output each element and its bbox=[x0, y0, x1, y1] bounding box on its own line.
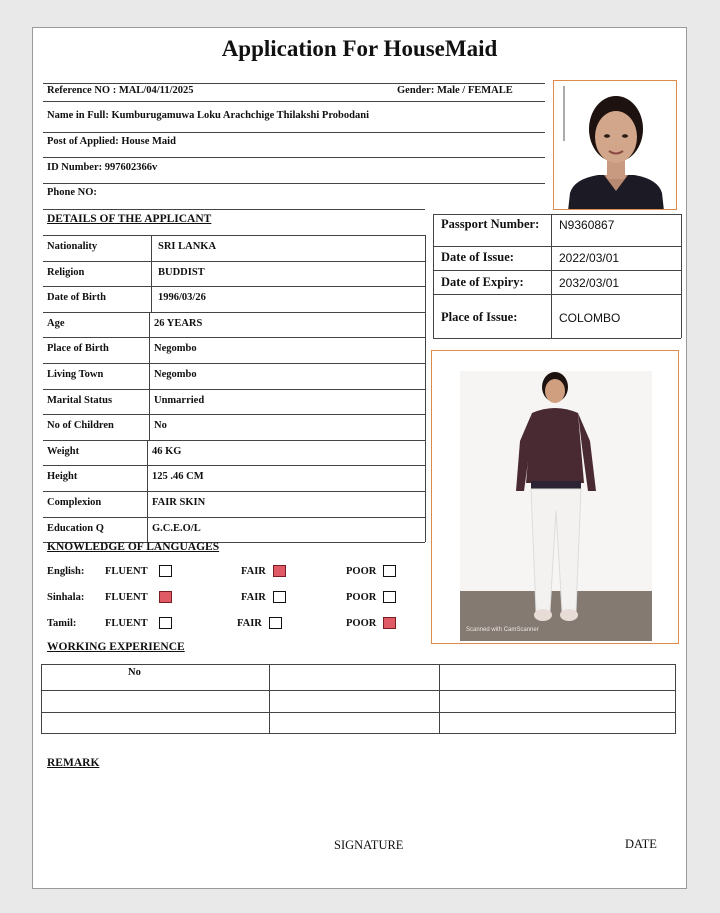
detail-label: Complexion bbox=[47, 497, 102, 508]
detail-value: FAIR SKIN bbox=[152, 497, 206, 508]
detail-value: Unmarried bbox=[154, 394, 205, 406]
date-label: DATE bbox=[625, 837, 657, 851]
application-form bbox=[32, 27, 687, 889]
fluent-checkbox[interactable] bbox=[159, 617, 172, 629]
issue-date: 2022/03/01 bbox=[559, 251, 620, 265]
divider bbox=[433, 246, 681, 247]
divider bbox=[43, 363, 425, 364]
divider bbox=[425, 363, 426, 389]
divider bbox=[43, 101, 545, 102]
detail-value: 46 KG bbox=[152, 445, 182, 457]
divider bbox=[433, 214, 434, 308]
divider bbox=[43, 465, 425, 466]
divider bbox=[43, 389, 425, 390]
divider bbox=[675, 664, 676, 734]
poor-checkbox[interactable] bbox=[383, 565, 396, 577]
detail-label: Place of Birth bbox=[47, 343, 109, 355]
divider bbox=[149, 389, 150, 415]
divider bbox=[433, 294, 681, 295]
photo-watermark: Scanned with CamScanner bbox=[466, 627, 539, 633]
expiry-date: 2032/03/01 bbox=[559, 276, 620, 290]
divider bbox=[433, 270, 681, 271]
fluent-checkbox[interactable] bbox=[159, 565, 172, 577]
divider bbox=[425, 389, 426, 415]
applicant-full-photo bbox=[431, 350, 679, 644]
divider bbox=[41, 733, 675, 734]
fluent-label: FLUENT bbox=[105, 592, 148, 603]
detail-label: Date of Birth bbox=[47, 292, 106, 304]
divider bbox=[439, 664, 440, 734]
divider bbox=[43, 517, 425, 518]
divider bbox=[43, 414, 425, 415]
detail-label: Nationality bbox=[47, 241, 98, 252]
detail-label: Religion bbox=[47, 266, 85, 278]
divider bbox=[425, 414, 426, 440]
divider bbox=[149, 414, 150, 440]
divider bbox=[681, 308, 682, 338]
detail-label: No of Children bbox=[47, 420, 114, 432]
divider bbox=[551, 308, 552, 338]
details-heading: DETAILS OF THE APPLICANT bbox=[47, 213, 212, 225]
fair-label: FAIR bbox=[241, 592, 266, 603]
phone-number: Phone NO: bbox=[47, 187, 97, 198]
gender: Gender: Male / FEMALE bbox=[397, 85, 513, 96]
language-name: Tamil: bbox=[47, 618, 77, 629]
divider bbox=[43, 312, 425, 313]
divider bbox=[43, 261, 425, 262]
divider bbox=[149, 312, 150, 338]
place-of-issue-label: Place of Issue: bbox=[441, 310, 518, 324]
detail-value: Negombo bbox=[154, 343, 197, 355]
applicant-face-photo bbox=[553, 80, 677, 210]
languages-heading: KNOWLEDGE OF LANGUAGES bbox=[47, 541, 220, 553]
id-number: ID Number: 997602366v bbox=[47, 162, 158, 173]
issue-date-label: Date of Issue: bbox=[441, 250, 514, 264]
face-photo-image bbox=[554, 81, 677, 210]
poor-checkbox[interactable] bbox=[383, 591, 396, 603]
divider bbox=[43, 83, 545, 84]
divider bbox=[425, 337, 426, 363]
divider bbox=[43, 440, 425, 441]
place-of-issue-row bbox=[433, 308, 681, 338]
divider bbox=[433, 214, 681, 215]
divider bbox=[425, 235, 426, 261]
detail-value: G.C.E.O/L bbox=[152, 522, 201, 534]
divider bbox=[425, 517, 426, 543]
expiry-date-label: Date of Expiry: bbox=[441, 275, 524, 289]
reference-number: Reference NO : MAL/04/11/2025 bbox=[47, 85, 194, 96]
divider bbox=[41, 664, 675, 665]
divider bbox=[147, 517, 148, 543]
poor-label: POOR bbox=[346, 566, 377, 577]
fluent-checkbox[interactable] bbox=[159, 591, 172, 603]
divider bbox=[151, 235, 152, 261]
signature-label: SIGNATURE bbox=[334, 838, 404, 852]
divider bbox=[43, 235, 425, 236]
fair-checkbox[interactable] bbox=[269, 617, 282, 629]
name-value: Kumburugamuwa Loku Arachchige Thilakshi Probodani bbox=[111, 110, 369, 121]
detail-label: Marital Status bbox=[47, 394, 113, 406]
experience-value: No bbox=[128, 667, 141, 678]
poor-checkbox[interactable] bbox=[383, 617, 396, 629]
detail-value: Negombo bbox=[154, 369, 197, 380]
passport-number: N9360867 bbox=[559, 218, 615, 232]
detail-value: No bbox=[154, 420, 167, 432]
divider bbox=[43, 286, 425, 287]
divider bbox=[269, 664, 270, 734]
remark-heading: REMARK bbox=[47, 757, 100, 769]
poor-label: POOR bbox=[346, 592, 377, 603]
detail-label: Living Town bbox=[47, 369, 104, 380]
divider bbox=[433, 338, 681, 339]
divider bbox=[43, 132, 545, 133]
divider bbox=[43, 157, 545, 158]
divider bbox=[151, 261, 152, 287]
detail-value: BUDDIST bbox=[158, 266, 205, 278]
language-name: Sinhala: bbox=[47, 592, 85, 603]
divider bbox=[147, 465, 148, 491]
detail-label: Height bbox=[47, 471, 78, 483]
fair-checkbox[interactable] bbox=[273, 565, 286, 577]
passport-number-label: Passport Number: bbox=[441, 217, 540, 231]
divider bbox=[147, 440, 148, 466]
divider bbox=[551, 214, 552, 308]
detail-label: Age bbox=[47, 317, 65, 329]
divider bbox=[433, 308, 434, 338]
detail-value: 26 YEARS bbox=[154, 317, 203, 329]
divider bbox=[43, 209, 425, 210]
divider bbox=[41, 664, 42, 734]
fluent-label: FLUENT bbox=[105, 566, 148, 577]
language-name: English: bbox=[47, 566, 85, 577]
fair-checkbox[interactable] bbox=[273, 591, 286, 603]
divider bbox=[425, 261, 426, 287]
divider bbox=[43, 183, 545, 184]
detail-value: 1996/03/26 bbox=[158, 292, 206, 304]
divider bbox=[151, 286, 152, 312]
divider bbox=[681, 214, 682, 308]
name-in-full bbox=[47, 110, 369, 121]
fair-label: FAIR bbox=[237, 618, 262, 629]
divider bbox=[425, 491, 426, 517]
full-photo-image bbox=[432, 351, 679, 644]
form-title: Application For HouseMaid bbox=[221, 36, 498, 61]
experience-heading: WORKING EXPERIENCE bbox=[47, 641, 185, 653]
divider bbox=[41, 712, 675, 713]
divider bbox=[425, 440, 426, 466]
post-applied: Post of Applied: House Maid bbox=[47, 136, 176, 147]
name-label: Name in Full: bbox=[47, 110, 109, 121]
experience-table bbox=[41, 664, 675, 734]
detail-value: SRI LANKA bbox=[158, 241, 217, 252]
divider bbox=[41, 690, 675, 691]
divider bbox=[149, 363, 150, 389]
detail-value: 125 .46 CM bbox=[152, 471, 204, 483]
fair-label: FAIR bbox=[241, 566, 266, 577]
fluent-label: FLUENT bbox=[105, 618, 148, 629]
divider bbox=[425, 286, 426, 312]
divider bbox=[43, 337, 425, 338]
divider bbox=[149, 337, 150, 363]
detail-label: Weight bbox=[47, 445, 80, 457]
detail-label: Education Q bbox=[47, 522, 104, 534]
divider bbox=[147, 491, 148, 517]
passport-table bbox=[433, 214, 681, 308]
divider bbox=[43, 491, 425, 492]
place-of-issue: COLOMBO bbox=[559, 311, 621, 325]
divider bbox=[425, 312, 426, 338]
poor-label: POOR bbox=[346, 618, 377, 629]
divider bbox=[425, 465, 426, 491]
